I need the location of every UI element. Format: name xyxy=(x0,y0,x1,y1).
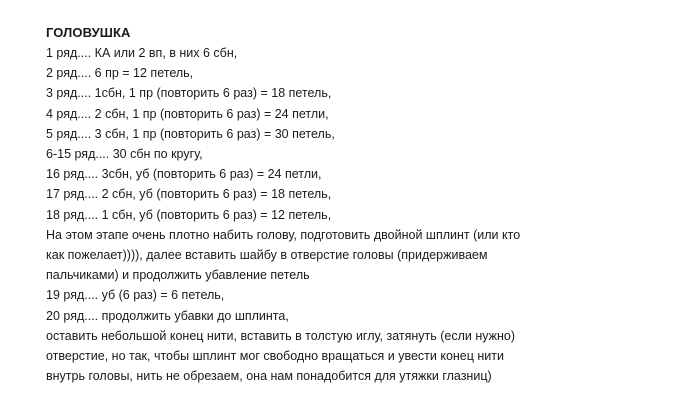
instruction-line: внутрь головы, нить не обрезаем, она нам понадобится для утяжки глазниц) xyxy=(46,369,492,384)
instruction-line: 4 ряд.... 2 сбн, 1 пр (повторить 6 раз) = 24 петли, xyxy=(46,106,329,121)
instruction-line: как пожелает)))), далее вставить шайбу в отверстие головы (придерживаем xyxy=(46,248,488,263)
document xyxy=(46,24,666,404)
instruction-line: 6-15 ряд.... 30 сбн по кругу, xyxy=(46,147,203,162)
instruction-line: 19 ряд.... уб (6 раз) = 6 петель, xyxy=(46,288,225,303)
instruction-line: 18 ряд.... 1 сбн, уб (повторить 6 раз) = 12 петель, xyxy=(46,207,332,222)
instruction-line: пальчиками) и продолжить убавление петель xyxy=(46,268,310,283)
instruction-line: На этом этапе очень плотно набить голову, подготовить двойной шплинт (или кто xyxy=(46,227,521,242)
instructions-list xyxy=(46,43,666,386)
instruction-line: 16 ряд.... 3сбн, уб (повторить 6 раз) = 24 петли, xyxy=(46,167,322,182)
instruction-line: 20 ряд.... продолжить убавки до шплинта, xyxy=(46,308,289,323)
instruction-line: 5 ряд.... 3 сбн, 1 пр (повторить 6 раз) = 30 петель, xyxy=(46,126,335,141)
instruction-line: оставить небольшой конец нити, вставить в толстую иглу, затянуть (если нужно) xyxy=(46,328,516,343)
instruction-line: 17 ряд.... 2 сбн, уб (повторить 6 раз) = 18 петель, xyxy=(46,187,332,202)
instruction-line: отверстие, но так, чтобы шплинт мог свободно вращаться и увести конец нити xyxy=(46,349,504,364)
instruction-line: 3 ряд.... 1сбн, 1 пр (повторить 6 раз) = 18 петель, xyxy=(46,86,332,101)
instruction-line: 1 ряд.... КА или 2 вп, в них 6 сбн, xyxy=(46,46,238,60)
document-title: ГОЛОВУШКА xyxy=(46,25,131,40)
instruction-line: 2 ряд.... 6 пр = 12 петель, xyxy=(46,66,194,81)
